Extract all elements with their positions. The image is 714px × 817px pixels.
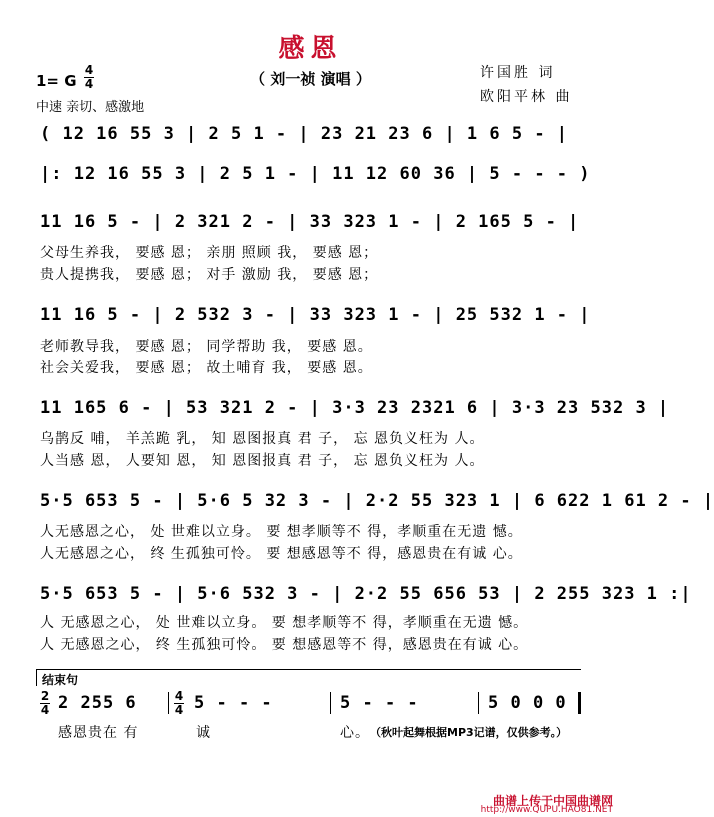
lyric-row-3a: 父母生养我， 要感 恩； 亲朋 照顾 我， 要感 恩； <box>40 245 379 261</box>
barline <box>168 692 169 714</box>
lyric-row-3b: 贵人提携我， 要感 恩； 对手 激励 我， 要感 恩； <box>40 267 379 283</box>
lyric-row-7b: 人 无感恩之心， 终 生孤独可怜。 要 想感恩等不 得，感恩贵在有诚 心。 <box>40 637 529 653</box>
score-row-3: 11 16 5 - | 2 321 2 - | 33 323 1 - | 2 165 5 - | <box>40 212 580 232</box>
ending-notes-a: 2 255 6 <box>58 693 137 713</box>
ending-time-sig-2-4: 2 4 <box>40 689 50 717</box>
score-row-7: 5·5 653 5 - | 5·6 532 3 - | 2·2 55 656 53 | 2 255 323 1 :| <box>40 584 692 604</box>
ending-label: 结束句 <box>42 673 79 687</box>
score-row-5: 11 165 6 - | 53 321 2 - | 3·3 23 2321 6 | 3·3 23 532 3 | <box>40 398 670 418</box>
score-row-2: |: 12 16 55 3 | 2 5 1 - | 11 12 60 36 | 5 - - - ) <box>40 164 591 184</box>
lyric-row-6a: 人无感恩之心， 处 世难以立身。 要 想孝顺等不 得，孝顺重在无遗 憾。 <box>40 524 523 540</box>
footer-site-label: 曲谱上传于中国曲谱网 <box>492 794 613 808</box>
song-title: 感恩 <box>278 34 343 64</box>
time-signature: 4 4 <box>84 63 94 91</box>
ending-lyric-b: 诚 <box>196 725 211 741</box>
key-signature: 1= G <box>36 72 77 90</box>
score-row-6: 5·5 653 5 - | 5·6 5 32 3 - | 2·2 55 323 1 | 6 622 1 61 2 - | <box>40 491 714 511</box>
ending-notes-b: 5 - - - <box>194 693 273 713</box>
lyric-row-5a: 乌鹊反 哺， 羊羔跪 乳， 知 恩图报真 君 子， 忘 恩负义枉为 人。 <box>40 431 485 447</box>
barline <box>478 692 479 714</box>
lyric-row-7a: 人 无感恩之心， 处 世难以立身。 要 想孝顺等不 得，孝顺重在无遗 憾。 <box>40 615 529 631</box>
singer-credit: （ 刘一祯 演唱 ） <box>250 70 371 88</box>
ending-lyric-c: 心。 <box>340 725 370 741</box>
lyric-row-6b: 人无感恩之心， 终 生孤独可怜。 要 想感恩等不 得，感恩贵在有诚 心。 <box>40 546 523 562</box>
lyric-row-5b: 人当感 恩， 人要知 恩， 知 恩图报真 君 子， 忘 恩负义枉为 人。 <box>40 453 485 469</box>
ending-lyric-a: 感恩贵在 有 <box>58 725 139 741</box>
ending-notes-d: 5 0 0 0 <box>488 693 567 713</box>
ending-bracket <box>36 669 581 686</box>
barline <box>330 692 331 714</box>
transcription-note: （秋叶起舞根据MP3记谱，仅供参考。） <box>370 726 568 739</box>
lyricist: 许国胜 词 <box>480 65 556 81</box>
score-row-1: ( 12 16 55 3 | 2 5 1 - | 23 21 23 6 | 1 6 5 - | <box>40 124 569 144</box>
score-row-4: 11 16 5 - | 2 532 3 - | 33 323 1 - | 25 532 1 - | <box>40 305 591 325</box>
tempo-marking: 中速 亲切、感激地 <box>36 100 145 115</box>
ending-notes-c: 5 - - - <box>340 693 419 713</box>
ending-time-sig-4-4: 4 4 <box>174 689 184 717</box>
lyric-row-4b: 社会关爱我， 要感 恩； 故土哺育 我， 要感 恩。 <box>40 360 373 376</box>
footer-url: http://www.QUPU.HAO81.NET <box>480 805 613 815</box>
composer: 欧阳平林 曲 <box>480 89 573 105</box>
lyric-row-4a: 老师教导我， 要感 恩； 同学帮助 我， 要感 恩。 <box>40 339 373 355</box>
final-barline <box>578 692 581 714</box>
